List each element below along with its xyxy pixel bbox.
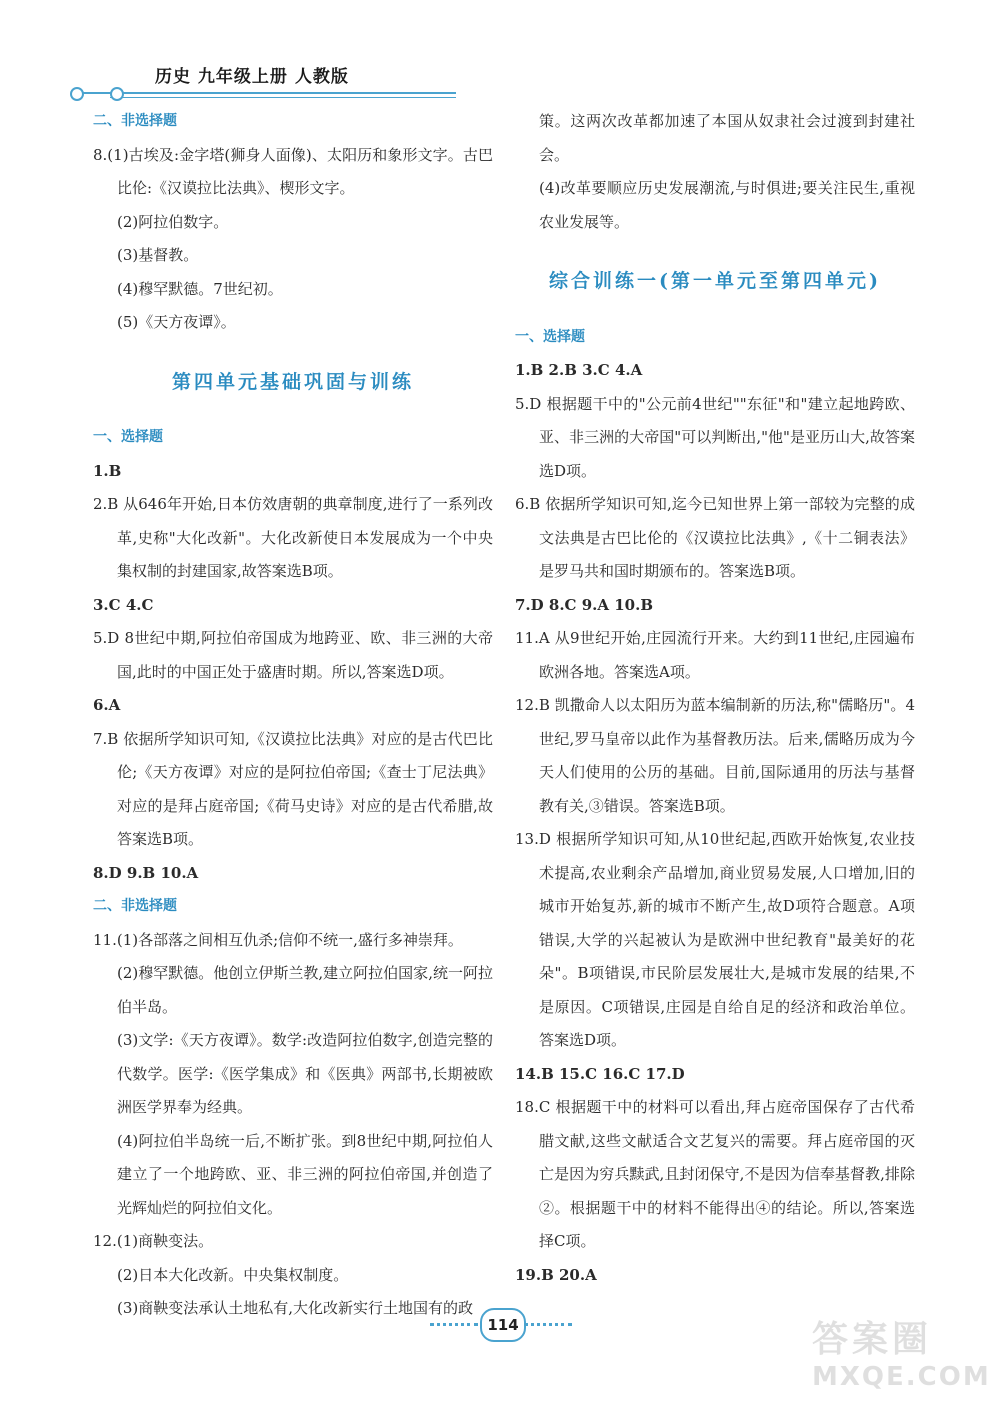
answer-item: 策。这两次改革都加速了本国从奴隶社会过渡到封建社会。 — [539, 112, 915, 164]
answer-item: (2)穆罕默德。他创立伊斯兰教,建立阿拉伯国家,统一阿拉伯半岛。 — [117, 964, 493, 1016]
section-heading: 一、选择题 — [93, 429, 163, 445]
answer-item: 8.(1)古埃及:金字塔(狮身人面像)、太阳历和象形文字。古巴比伦:《汉谟拉比法典》、楔形文字。 — [93, 145, 493, 197]
section-heading: 二、非选择题 — [93, 113, 177, 129]
answer-item: 6.A — [93, 696, 121, 714]
header-circle-icon — [70, 87, 84, 101]
answer-item: (4)穆罕默德。7世纪初。 — [117, 279, 283, 298]
footer-dots — [524, 1323, 572, 1326]
answer-item: (2)阿拉伯数字。 — [117, 212, 229, 231]
answer-item: 1.B — [93, 461, 122, 480]
header-circle-icon — [110, 87, 124, 101]
book-title: 历史 九年级上册 人教版 — [155, 67, 349, 87]
watermark-text: 答案圈 — [812, 1319, 933, 1360]
answer-item: 2.B 从646年开始,日本仿效唐朝的典章制度,进行了一系列改革,史称"大化改新"。大化改新使日本发展成为一个中央集权制的封建国家,故答案选B项。 — [93, 495, 493, 580]
answer-item: 1.B 2.B 3.C 4.A — [515, 361, 643, 379]
unit-title: 第四单元基础巩固与训练 — [171, 370, 414, 393]
answer-item: 3.C 4.C — [93, 595, 154, 614]
answer-item: (4)改革要顺应历史发展潮流,与时俱进;要关注民生,重视农业发展等。 — [539, 179, 915, 231]
answer-item: 13.D 根据所学知识可知,从10世纪起,西欧开始恢复,农业技术提高,农业剩余产品增加,商业贸易发展,人口增加,旧的城市开始复苏,新的城市不断产生,故D项符合题意。A项错误,大学的兴起被认为是欧洲中世纪教育"最美好的花朵"。B项错误,市民阶层发展壮大,是城市发展的结果,不是原因。C项错误,庄园是自给自足的经济和政治单位。答案选D项。 — [515, 830, 915, 1049]
answer-item: 8.D 9.B 10.A — [93, 863, 199, 882]
answer-item: 11.(1)各部落之间相互仇杀;信仰不统一,盛行多神崇拜。 — [93, 930, 463, 949]
unit-title: 综合训练一(第一单元至第四单元) — [549, 270, 881, 292]
section-heading: 一、选择题 — [515, 328, 585, 345]
answer-item: 5.D 8世纪中期,阿拉伯帝国成为地跨亚、欧、非三洲的大帝国,此时的中国正处于盛唐时期。所以,答案选D项。 — [93, 629, 493, 681]
answer-item: 12.B 凯撒命人以太阳历为蓝本编制新的历法,称"儒略历"。4世纪,罗马皇帝以此作为基督教历法。后来,儒略历成为今天人们使用的公历的基础。目前,国际通用的历法与基督教有关,③错误。答案选B项。 — [515, 696, 915, 815]
watermark-logo — [812, 1311, 991, 1392]
section-heading: 二、非选择题 — [93, 898, 177, 914]
answer-item: 7.D 8.C 9.A 10.B — [515, 595, 654, 614]
answer-item: 6.B 依据所学知识可知,迄今已知世界上第一部较为完整的成文法典是古巴比伦的《汉谟拉比法典》,《十二铜表法》是罗马共和国时期颁布的。答案选B项。 — [515, 495, 915, 580]
header-rule-thin — [110, 97, 456, 98]
header-rule — [76, 92, 456, 94]
answer-item: 5.D 根据题干中的"公元前4世纪""东征"和"建立起地跨欧、亚、非三洲的大帝国"可以判断出,"他"是亚历山大,故答案选D项。 — [515, 394, 915, 480]
watermark-url: MXQE.COM — [812, 1362, 991, 1392]
answer-item: (3)基督教。 — [117, 246, 199, 264]
answer-item: 11.A 从9世纪开始,庄园流行开来。大约到11世纪,庄园遍布欧洲各地。答案选A项。 — [515, 629, 915, 681]
answer-item: 18.C 根据题干中的材料可以看出,拜占庭帝国保存了古代希腊文献,这些文献适合文艺复兴的需要。拜占庭帝国的灭亡是因为穷兵黩武,且封闭保守,不是因为信奉基督教,排除②。根据题干中的材料不能得出④的结论。所以,答案选择C项。 — [515, 1098, 915, 1250]
answer-item: 7.B 依据所学知识可知,《汉谟拉比法典》对应的是古代巴比伦;《天方夜谭》对应的是阿拉伯帝国;《查士丁尼法典》对应的是拜占庭帝国;《荷马史诗》对应的是古代希腊,故答案选B项。 — [93, 729, 493, 848]
answer-item: 12.(1)商鞅变法。 — [93, 1232, 214, 1250]
answer-item: 19.B 20.A — [515, 1265, 597, 1284]
answer-item: (5)《天方夜谭》。 — [117, 313, 236, 331]
answer-item: (3)文学:《天方夜谭》。数学:改造阿拉伯数字,创造完整的代数学。医学:《医学集成》和《医典》两部书,长期被欧洲医学界奉为经典。 — [117, 1031, 493, 1116]
answer-item: 14.B 15.C 16.C 17.D — [515, 1064, 685, 1083]
page-header — [70, 58, 460, 108]
answer-item: (3)商鞅变法承认土地私有,大化改新实行土地国有的政 — [117, 1299, 474, 1317]
right-column — [515, 105, 915, 1292]
answer-item: (4)阿拉伯半岛统一后,不断扩张。到8世纪中期,阿拉伯人建立了一个地跨欧、亚、非三洲的阿拉伯帝国,并创造了光辉灿烂的阿拉伯文化。 — [117, 1131, 493, 1217]
page-number: 114 — [480, 1308, 526, 1342]
left-column — [93, 105, 493, 1326]
footer-dots — [430, 1323, 478, 1326]
answer-item: (2)日本大化改新。中央集权制度。 — [117, 1265, 349, 1284]
